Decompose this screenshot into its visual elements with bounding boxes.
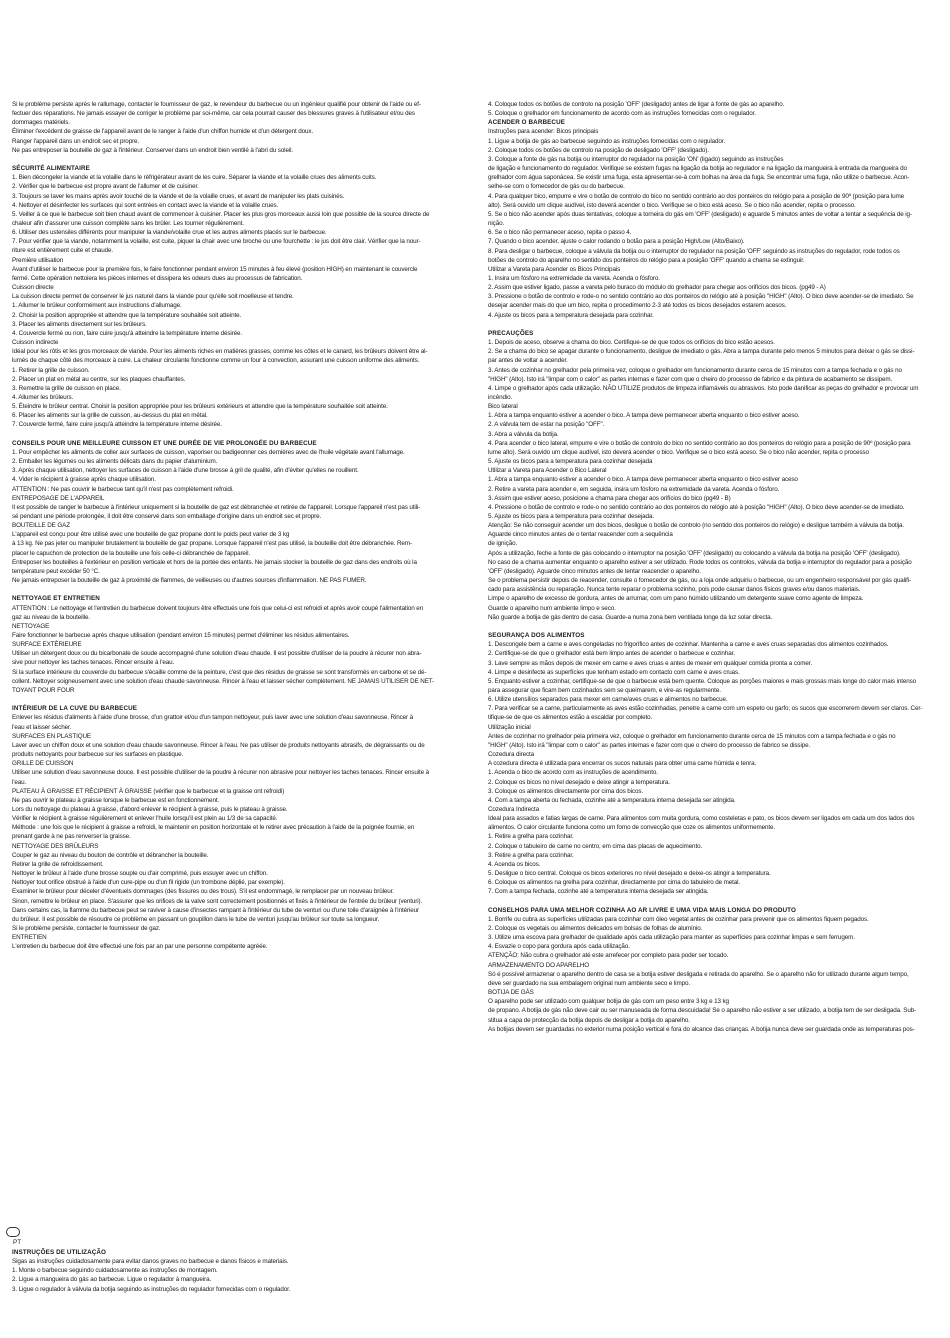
spacer (488, 622, 944, 631)
text-line: 5. Veiller à ce que le barbecue soit bien chaud avant de commencer à cuisiner. Placer les plus gros morceaux aussi loin que possible de la source directe de (12, 210, 430, 218)
text-line: 4. Vider le récipient à graisse après chaque utilisation. (12, 476, 156, 484)
text-line: 1. Abra a tampa enquanto estiver a acender o bico. A tampa deve permanecer aberta enquanto o bico estiver aceso (488, 476, 798, 484)
text-line: 2. Coloque os vegetais ou alimentos delicados em bolsas de folhas de alumínio. (488, 925, 703, 933)
text-line: No caso de a chama aumentar enquanto o aparelho estiver a ser utilizado. Rode todos os controlos, válvula da botija e interruptor do regulador para a posição (488, 558, 912, 566)
text-line: gaz au niveau de la bouteille. (12, 613, 90, 621)
text-line: Cozedura Indirecta (488, 806, 540, 813)
section-heading: SÉCURITÉ ALIMENTAIRE (12, 165, 90, 173)
text-line: 4. Com a tampa aberta ou fechada, cozinhe até a temperatura interna desejada ser atingida. (488, 796, 736, 804)
text-line: 3. Assim que estiver aceso, posicione a chama para chegar aos orifícios do bico (pg49 - B) (488, 494, 731, 502)
spacer (12, 585, 460, 594)
text-line: Retirer la grille de refroidissement. (12, 860, 104, 868)
text-line: 7. Couvercle fermé, faire cuire jusqu'à atteindre la température interne désirée. (12, 421, 222, 429)
text-line: 1. Bien décongeler la viande et la volaille dans le réfrigérateur avant de les cuire. Séparer la viande et la volaille crues des aliments cuits. (12, 174, 377, 182)
text-line: 4. Acenda os bicos. (488, 860, 541, 868)
text-line: 2. Choisir la position appropriée et attendre que la température souhaitée soit atteinte. (12, 311, 242, 319)
text-line: Vérifier le récipient à graisse régulièrement et enlever l'huile lorsqu'il est plein au 1/3 de sa capacité. (12, 815, 278, 823)
text-line: de ignição. (488, 540, 518, 548)
text-line: 3. Pressione o botão de controlo e rode-o no sentido contrário ao dos ponteiros do relógio até à posição "HIGH" (Alto). O bico deve acender-se de imediato. Se (488, 293, 914, 301)
text-line: deve ser guardado na sua embalagem original num ambiente seco e limpo. (488, 979, 690, 987)
text-line: 1. Retire a grelha para cozinhar. (488, 833, 574, 841)
text-line: 5. Desligue o bico central. Coloque os bicos exteriores no nível desejado e deixe-os atingir a temperatura. (488, 870, 771, 878)
text-line: 3. Ligue o regulador à válvula da botija seguindo as instruções do regulador fornecidas com o regulador. (12, 1285, 291, 1293)
text-line: 1. Abra a tampa enquanto estiver a acender o bico. A tampa deve permanecer aberta enquanto o bico estiver aceso. (488, 412, 800, 420)
text-line: 4. Allumer les brûleurs. (12, 393, 74, 401)
text-line: chaleur afin d'assurer une cuisson complète sans les brûler. Les tourner régulièrement. (12, 220, 244, 228)
text-line: 4. Esvazie o copo para gordura após cada utilização. (488, 943, 630, 951)
text-line: 5. Coloque o grelhador em funcionamento de acordo com as instruções fornecidas com o regulador. (488, 110, 756, 118)
text-line: Ne jamais entreposer la bouteille de gaz à proximité de flammes, de veilleuses ou d'autres sources d'inflammation. NE PAS FUMER. (12, 577, 367, 585)
text-line: alto). Será ouvido um clique audível, isto deverá acender o bico. Verifique se o bico está aceso. Se o bico não acender, repita o processo. (488, 201, 856, 209)
text-line: du brûleur. Il est possible de résoudre ce problème en passant un goupillon dans le tube de venturi jusqu'au brûleur sur toute sa longueur. (12, 915, 380, 923)
text-line: Ne pas entreposer la bouteille de gaz à l'intérieur. Conserver dans un endroit bien ventilé à l'abri du soleil. (12, 146, 294, 154)
spacer (488, 320, 944, 329)
text-line: para assegurar que ficam bem cozinhados sem se queimarem, e vire-as regularmente. (488, 686, 721, 694)
spacer (12, 155, 460, 164)
text-line: Si le problème persiste, contacter le fournisseur de gaz. (12, 925, 161, 932)
text-line: température peut excéder 50 °C. (12, 567, 100, 575)
text-line: 1. Depois de aceso, observe a chama do bico. Certifique-se de que todos os orifícios do bico estão acesos. (488, 339, 775, 347)
text-line: Antes de cozinhar no grelhador pela primeira vez, coloque o grelhador em funcionamento durante cerca de 15 minutos com a tampa fechada e o gás no (488, 732, 896, 740)
text-line: 2. Coloque os bicos no nível desejado e deixe atingir a temperatura. (488, 778, 670, 786)
text-line: ATENÇÃO: Não cubra o grelhador até este arrefecer por completo para poder ser tocado. (488, 952, 729, 960)
text-line: As botijas devem ser guardadas no exterior numa posição vertical e fora do alcance das crianças. A botija nunca deve ser guardada onde as temperaturas pos- (488, 1025, 915, 1033)
text-line: Couper le gaz au niveau du bouton de contrôle et débrancher la bouteille. (12, 851, 209, 859)
text-line: incêndio. (488, 393, 513, 401)
text-line: de propano. A botija de gás não deve cair ou ser manuseada de forma descuidada! Se o aparelho não estiver a ser utilizado, a botija tem de ser desligada. Sub- (488, 1007, 917, 1015)
text-line: BOUTEILLE DE GAZ (12, 522, 70, 530)
text-line: Sinon, remettre le brûleur en place. S'assurer que les orifices de la valve sont correctement positionnés et fixés à l'intérieur de l'entrée du brûleur (venturi). (12, 897, 423, 905)
text-line: 2. Coloque todos os botões de controlo na posição de desligado 'OFF' (desligado). (488, 146, 709, 154)
text-line: Ideal para assados e fatias largas de carne. Para alimentos com muita gordura, como costeletas e pato, os bicos devem ser ligados em cada um dos lados dos (488, 815, 915, 823)
text-line: Examiner le brûleur pour déceler d'éventuels dommages (des fissures ou des trous). S'il est endommagé, le remplacer par un nouveau brûleur. (12, 888, 394, 896)
text-line: 2. Certifique-se de que o grelhador está bem limpo antes de acender o barbecue e cozinhar. (488, 650, 735, 658)
text-line: Première utilisation (12, 256, 64, 264)
text-line: GRILLE DE CUISSON (12, 760, 74, 768)
section-heading: PRECAUÇÕES (488, 329, 534, 337)
text-line: 3. Remettre la grille de cuisson en place. (12, 384, 121, 392)
text-line: Éliminer l'excédent de graisse de l'appareil avant de le ranger à l'aide d'un chiffon humide et d'un détergent doux. (12, 128, 314, 136)
text-line: fectuer des réparations. Ne jamais essayer de corriger le problème par soi-même, car cela pourrait causer des blessures graves à l'utilisateur et/ou des (12, 110, 415, 118)
text-line: SURFACES EN PLASTIQUE (12, 732, 92, 740)
text-line: 2. Emballer les légumes ou les aliments délicats dans du papier d'aluminium. (12, 458, 218, 466)
text-line: 1. Allumer le brûleur conformément aux instructions d'allumage. (12, 302, 182, 310)
text-line: Instruções para acender: Bicos principais (488, 128, 599, 136)
text-line: Lors du nettoyage du plateau à graisse, d'abord enlever le récipient à graisse, puis le plateau à graisse. (12, 805, 288, 813)
text-line: 3. Après chaque utilisation, nettoyer les surfaces de cuisson à l'aide d'une brosse à gril de qualité, afin d'éviter qu'elles ne rouillent. (12, 467, 359, 475)
text-line: NETTOYAGE (12, 622, 50, 630)
text-line: Méthode : une fois que le récipient à graisse a refroidi, le maintenir en position horizontale et le retirer avec précaution à l'aide de la poignée fournie, en (12, 824, 415, 832)
text-line: 3. Utilize uma escova para grelhador de qualidade após cada utilização para manter as superfícies para cozinhar limpas e sem ferrugem. (488, 934, 855, 942)
text-line: NETTOYAGE DES BRÛLEURS (12, 842, 99, 850)
text-line: Entreposer les bouteilles à l'extérieur en position verticale et hors de la portée des enfants. Ne jamais stocker la bouteille de gaz dans des endroits où la (12, 558, 417, 566)
text-line: 6. Utiliser des ustensiles différents pour manipuler la viande/volaille crue et les autres aliments placés sur le barbecue. (12, 229, 327, 237)
text-line: L'appareil est conçu pour être utilisé avec une bouteille de gaz propane dont le poids peut varier de 3 kg (12, 531, 290, 539)
text-line: BOTIJA DE GÁS (488, 989, 534, 997)
text-line: 5. Éteindre le brûleur central. Choisir la position appropriée pour les brûleurs extérieurs et attendre que la température souhaitée soit atteinte. (12, 403, 388, 411)
text-line: Dans certains cas, la flamme du barbecue peut se raviver à cause d'insectes rampant à l'intérieur du tube de venturi ou d'une toile d'araignée à l'intérieur (12, 906, 419, 914)
text-line: 4. Ajuste os bicos para a temperatura desejada para cozinhar. (488, 311, 654, 319)
text-line: La cuisson directe permet de conserver le jus naturel dans la viande pour qu'elle soit moelleuse et tendre. (12, 293, 294, 301)
text-line: Não guarde a botija de gás dentro de casa. Guarde-a numa zona bem ventilada longe da luz solar directa. (488, 613, 773, 621)
text-line: SURFACE EXTÉRIEURE (12, 641, 82, 649)
text-line: tifique-se de que os alimentos estão a escaldar por completo. (488, 714, 653, 722)
text-line: 2. Se a chama do bico se apagar durante o funcionamento, desligue de imediato o gás. Abra a tampa durante pelo menos 5 minutos para deixar o gás se dissi- (488, 348, 915, 356)
text-line: à 13 kg. Ne pas jeter ou manipuler brutalement la bouteille de gaz propane. Lorsque l'appareil n'est pas utilisé, la bouteille doit être débranchée. Rem- (12, 540, 412, 548)
text-line: 3. Antes de cozinhar no grelhador pela primeira vez, coloque o grelhador em funcionamento durante cerca de 15 minutos com a tampa fechada e o gás no (488, 366, 902, 374)
text-line: 4. Pressione o botão de controlo e rode-o no sentido contrário ao dos ponteiros do relógio até à posição "HIGH" (Alto). O bico deve acender-se de imediato. (488, 503, 905, 511)
text-line: O aparelho pode ser utilizado com qualquer botija de gás com um peso entre 3 kg e 13 kg (488, 998, 729, 1006)
text-line: 2. Ligue a mangueira do gás ao barbecue. Ligue o regulador à mangueira. (12, 1276, 212, 1284)
text-line: 3. Toujours se laver les mains après avoir touché de la viande et de la volaille crues, et avant de manipuler les plats cuisinés. (12, 192, 345, 200)
text-line: 5. Se o bico não acender após duas tentativas, coloque a torneira do gás em 'OFF' (desligado) e aguarde 5 minutos antes de voltar a tentar a sequência de ig- (488, 210, 912, 218)
text-line: Cuisson directe (12, 284, 54, 292)
text-line: 1. Acenda o bico de acordo com as instruções de acendimento. (488, 769, 658, 777)
text-line: alimentos. O calor circulante funciona como um forno de convecção que coze os alimentos uniformemente. (488, 824, 776, 832)
text-line: 2. A válvula tem de estar na posição "OFF". (488, 421, 605, 429)
text-line: Utiliser un détergent doux ou du bicarbonate de soude accompagné d'une solution d'eau chaude. Il est possible d'utiliser de la poudre à récurer non abra- (12, 650, 422, 658)
text-line: stitua a capa de protecção da botija depois de desligar a botija do aparelho. (488, 1016, 690, 1024)
text-line: ATTENTION : Le nettoyage et l'entretien du barbecue doivent toujours être effectués une fois que celui-ci est refroidi et après avoir coupé l'alimentation en (12, 604, 424, 612)
text-line: 3. Retire a grelha para cozinhar. (488, 851, 574, 859)
text-line: Enlever les résidus d'aliments à l'aide d'une brosse, d'un grattoir et/ou d'un tampon nettoyeur, puis laver avec une solution d'eau savonneuse. Rincer à (12, 714, 413, 722)
text-line: l'eau. (12, 778, 27, 786)
text-line: botões de controlo do aparelho no sentido dos ponteiros do relógio para a posição 'OFF' quando a chama se extinguir. (488, 256, 805, 264)
text-line: 6. Placer les aliments sur la grille de cuisson, au-dessus du plat en métal. (12, 412, 208, 420)
text-line: 7. Quando o bico acender, ajuste o calor rodando o botão para a posição High/Low (Alto/Baixo). (488, 238, 745, 246)
text-line: Utilizar a Vareta para Acender o Bico Lateral (488, 467, 607, 475)
text-line: lumés de chaque côté des morceaux à cuire. La chaleur circulante fonctionne comme un four à convection, assurant une cuisson uniforme des aliments. (12, 357, 420, 365)
text-line: 3. Coloque os alimentos directamente por cima dos bicos. (488, 787, 643, 795)
text-line: Cozedura directa (488, 751, 535, 759)
text-line: 6. Se o bico não permanecer aceso, repita o passo 4. (488, 229, 632, 237)
text-line: 3. Coloque a fonte de gás na botija ou interruptor do regulador na posição 'ON' (ligado) seguindo as instruções (488, 155, 784, 163)
text-line: Cuisson indirecte (12, 339, 59, 347)
text-line: 6. Coloque os alimentos na grelha para cozinhar, directamente por cima do tabuleiro de metal. (488, 879, 741, 887)
text-line: collent. Nettoyer soigneusement avec une solution d'eau chaude savonneuse. Rincer à l'eau et laisser sécher complètement. NE JAMAIS UTILISER DE NET- (12, 677, 435, 685)
text-line: 4. Para acender o bico lateral, empurre e vire o botão de controlo do bico no sentido contrário ao dos ponteiros do relógio para a posição de 90º (posição para (488, 439, 911, 447)
text-line: Ranger l'appareil dans un endroit sec et propre. (12, 137, 140, 145)
text-line: nição. (488, 220, 505, 228)
text-line: 1. Descongele bem a carne e aves congeladas no frigorífico antes de cozinhar. Mantenha a carne e aves cruas separadas dos alimentos cozinhados. (488, 641, 889, 649)
text-line: Bico lateral (488, 403, 518, 411)
text-line: ARMAZENAMENTO DO APARELHO (488, 961, 590, 969)
text-line: Só é possível armazenar o aparelho dentro de casa se a botija estiver desligada e retirada do aparelho. Se o aparelho não for utilizado durante algum tempo, (488, 970, 909, 978)
text-line: placer le capuchon de protection de la bouteille une fois celle-ci débranchée de l'appareil. (12, 549, 251, 557)
text-line: 4. Limpe o grelhador após cada utilização. NÃO UTILIZE produtos de limpeza inflamáveis ou abrasivos. Isto pode danificar as peças do grelhador e provocar um (488, 384, 919, 392)
text-line: desejar acender mais do que um bico, repita o procedimento 2-3 até todos os bicos desejados estarem acesos. (488, 302, 787, 310)
text-line: 1. Monte o barbecue seguindo cuidadosamente as instruções de montagem. (12, 1267, 218, 1275)
text-line: 5. Ajuste os bicos para a temperatura para cozinhar desejada (488, 458, 653, 466)
text-line: Ne pas ouvrir le plateau à graisse lorsque le barbecue est en fonctionnement. (12, 796, 220, 804)
text-line: fermé. Cette opération nettoiera les pièces internes et dissipera les odeurs dues au processus de fabrication. (12, 274, 303, 282)
text-line: Si le problème persiste après le rallumage, contacter le fournisseur de gaz, le revendeur du barbecue ou un ingénieur qualifié pour obtenir de l'aide ou ef- (12, 101, 421, 108)
text-line: Utiliser une solution d'eau savonneuse douce. Il est possible d'utiliser de la poudre à récurer non abrasive pour nettoyer les taches tenaces. Rincer ensuite à (12, 769, 430, 777)
text-line: 4. Nettoyer et désinfecter les surfaces qui sont entrées en contact avec la viande et la volaille crues. (12, 201, 279, 209)
text-line: 3. Lave sempre as mãos depois de mexer em carne e aves cruas e antes de mexer em qualquer comida pronta a comer. (488, 659, 812, 667)
text-line: 1. Retirer la grille de cuisson. (12, 366, 90, 374)
section-heading: INSTRUÇÕES DE UTILIZAÇÃO (12, 1249, 107, 1256)
left-column-portuguese-text (12, 1248, 460, 1294)
text-line: sé pendant une période prolongée, il doit être conservé dans son emballage d'origine dans un endroit sec et propre. (12, 513, 322, 520)
text-line: Si la surface intérieure du couvercle du barbecue s'écaille comme de la peinture, c'est que des résidus de graisse se sont transformés en carbone et se dé- (12, 668, 427, 676)
spacer (488, 897, 944, 906)
text-line: 1. Pour empêcher les aliments de coller aux surfaces de cuisson, vaporiser ou badigeonner ces dernières avec de l'huile végétale avant l'allumage. (12, 448, 405, 456)
section-heading: INTÉRIEUR DE LA CUVE DU BARBECUE (12, 705, 138, 713)
text-line: 'OFF' (desligado). Aguarde cinco minutos antes de tentar reacender o aparelho. (488, 567, 701, 575)
spacer (12, 695, 460, 704)
text-line: Faire fonctionner le barbecue après chaque utilisation (pendant environ 15 minutes) permet d'éliminer les résidus alimentaires. (12, 632, 350, 640)
text-line: riture est entièrement cuite et chaude. (12, 247, 114, 255)
text-line: Avant d'utiliser le barbecue pour la première fois, le faire fonctionner pendant environ 15 minutes à feu élevé (position HIGH) en maintenant le couvercle (12, 265, 418, 273)
text-line: ATTENTION : Ne pas couvrir le barbecue tant qu'il n'est pas complètement refroidi. (12, 485, 234, 493)
text-line: selhe-se com o fornecedor de gás ou do barbecue. (488, 183, 625, 191)
text-line: par antes de voltar a acender. (488, 357, 568, 365)
text-line: PLATEAU À GRAISSE ET RÉCIPIENT À GRAISSE (vérifier que le barbecue et la graisse ont refroidi) (12, 787, 285, 795)
text-line: de ligação e funcionamento do regulador. Verifique se existem fugas na ligação da botija ao regulador e na ligação da mangueira à entrada da mangueira do (488, 165, 907, 173)
text-line: 1. Ligue a botija de gás ao barbecue seguindo as instruções fornecidas com o regulador. (488, 137, 726, 145)
text-line: 2. Coloque o tabuleiro de carne no centro, em cima das placas de aquecimento. (488, 842, 703, 850)
text-line: Nettoyer tout orifice obstrué à l'aide d'un cure-pipe ou d'un fil rigide (un trombone déplié, par exemple). (12, 879, 285, 887)
text-line: Idéal pour les rôtis et les gros morceaux de viande. Pour les aliments riches en matières grasses, comme les côtes et le canard, les brûleurs doivent être al- (12, 348, 428, 356)
text-line: Atenção: Se não conseguir acender um dos bicos, desligue o botão de controlo (no sentido dos ponteiros do relógio) e desligue também a válvula da botija. (488, 522, 905, 530)
text-line: 3. Placer les aliments directement sur les brûleurs. (12, 320, 147, 328)
text-line: prenant garde à ne pas renverser la graisse. (12, 833, 131, 841)
text-line: 2. Placer un plat en métal au centre, sur les plaques chauffantes. (12, 375, 186, 383)
text-line: "HIGH" (Alto). Isto irá "limpar com o calor" as partes internas e fazer com que o cheiro do processo de fabrico e da pintura de acabamento se dissipem. (488, 375, 893, 383)
text-line: 1. Borrife ou cubra as superfícies utilizadas para cozinhar com óleo vegetal antes de cozinhar para prevenir que os alimentos fiquem pegados. (488, 915, 869, 923)
spacer (12, 430, 460, 439)
text-line: Utilizar a Vareta para Acender os Bicos Principais (488, 265, 621, 273)
text-line: sive pour nettoyer les taches tenaces. Rincer ensuite à l'eau. (12, 659, 175, 667)
section-heading: SEGURANÇA DOS ALIMENTOS (488, 632, 585, 640)
text-line: cado para assistência ou reparação. Nunca tente reparar o problema sozinho, pois pode causar danos físicos graves e/ou danos materiais. (488, 586, 861, 594)
text-line: 5. Enquanto estiver a cozinhar, certifique-se de que o barbecue está bem quente. Coloque as porções maiores e mais grossas mais longe do calor mais intenso (488, 677, 917, 685)
text-line: produits nettoyants pour barbecue sur les surfaces en plastique. (12, 751, 184, 759)
text-line: 2. Retire a vareta para acender e, em seguida, insira um fósforo na extremidade da vareta. Acenda o fósforo. (488, 485, 780, 493)
text-line: dommages matériels. (12, 119, 70, 127)
language-badge (6, 1227, 20, 1237)
text-line: Nettoyer le brûleur à l'aide d'une brosse souple ou d'air comprimé, puis essuyer avec un chiffon. (12, 870, 268, 878)
text-line: L'entretien du barbecue doit être effectué une fois par an par une personne compétente agréée. (12, 943, 268, 951)
text-line: 7. Pour vérifier que la viande, notamment la volaille, est cuite, piquer la chair avec une broche ou une fourchette : le jus doit être clair. Vérifier que la nour- (12, 238, 421, 246)
text-line: Após a utilização, feche a fonte de gás colocando o interruptor na posição 'OFF' (desligado) ou colocando a válvula da botija na posição 'OFF' (desligado). (488, 549, 901, 557)
text-line: 3. Abra a válvula da botija. (488, 430, 559, 438)
text-line: ENTRETIEN (12, 934, 47, 942)
text-line: "HIGH" (Alto). Isto irá "limpar com o calor" as partes internas e fazer com que o cheiro do processo de fabrico se dissipe. (488, 741, 811, 749)
text-line: 8. Para desligar o barbecue, coloque a válvula da botija ou o interruptor do regulador na posição 'OFF' seguindo as instruções do regulador, rode todos os (488, 247, 900, 255)
text-line: TOYANT POUR FOUR (12, 686, 75, 694)
text-line: A cozedura directa é utilizada para encerrar os sucos naturais para obter uma carne húmida e tenra. (488, 760, 757, 768)
text-line: 7. Com a tampa fechada, cozinhe até a temperatura interna desejada ser atingida. (488, 888, 709, 896)
text-line: ENTREPOSAGE DE L'APPAREIL (12, 494, 105, 502)
text-line: 4. Para qualquer bico, empurre e vire o botão de controlo do bico no sentido contrário ao dos ponteiros do relógio para a posição de 90º (posição para lume (488, 192, 905, 200)
text-line: 6. Utilize utensílios separados para mexer em carne/aves cruas e alimentos no barbecue. (488, 696, 728, 704)
text-line: grelhador com água saponácea. Se existir uma fuga, esta apresentar-se-á com bolhas na área da fuga. Se encontrar uma fuga, não utilize o barbecue. Acon- (488, 174, 910, 182)
section-heading: CONSELHOS PARA UMA MELHOR COZINHA AO AR LIVRE E UMA VIDA MAIS LONGA DO PRODUTO (488, 906, 796, 914)
text-line: Utilização inicial (488, 723, 531, 731)
text-line: 4. Limpe e desinfecte as superfícies que tenham estado em contacto com carne e aves cruas. (488, 668, 740, 676)
text-line: Se o problema persistir depois de reacender, consulte o fornecedor de gás, ou a loja onde adquiriu o barbecue, ou um engenheiro responsável por gás qualifi- (488, 577, 912, 585)
text-line: lume alto). Será ouvido um clique audível, isto deverá acender o bico. Verifique se o bico está aceso. Se o bico não acender, repita o processo (488, 448, 869, 456)
text-line: 7. Para verificar se a carne, particularmente as aves estão cozinhadas, penetre a carne com um espeto ou garfo; os sucos que escorrerem devem ser claros. Cer- (488, 705, 923, 713)
text-line: 2. Assim que estiver ligado, passe a vareta pelo buraco do módulo do grelhador para chegar aos orifícios dos bicos. (pg49 - A) (488, 284, 826, 292)
left-column-text (12, 100, 460, 951)
text-line: 2. Vérifier que le barbecue est propre avant de l'allumer et de cuisiner. (12, 183, 199, 191)
text-line: Guarde o aparelho num ambiente limpo e seco. (488, 604, 616, 612)
section-heading: CONSEILS POUR UNE MEILLEURE CUISSON ET UNE DURÉE DE VIE PROLONGÉE DU BARBECUE (12, 439, 317, 447)
text-line: 4. Couvercle fermé ou non, faire cuire jusqu'à atteindre la température interne désirée. (12, 329, 243, 337)
right-column-text (488, 100, 944, 1034)
section-heading: ACENDER O BARBECUE (488, 119, 566, 127)
text-line: 5. Ajuste os bicos para a temperatura para cozinhar desejada. (488, 513, 654, 521)
section-heading: NETTOYAGE ET ENTRETIEN (12, 595, 100, 603)
language-code: PT (13, 1239, 22, 1246)
text-line: Laver avec un chiffon doux et une solution d'eau chaude savonneuse. Rincer à l'eau. Ne pas utiliser de produits nettoyants abrasifs, de dégraissants ou de (12, 741, 425, 749)
text-line: Sigas as instruções cuidadosamente para evitar danos graves no barbecue e danos físicos e materiais. (12, 1258, 289, 1266)
text-line: 1. Insira um fósforo na extremidade da vareta. Acenda o fósforo. (488, 274, 660, 282)
text-line: 4. Coloque todos os botões de controlo na posição 'OFF' (desligado) antes de ligar à fonte de gás ao aparelho. (488, 101, 785, 108)
text-line: Il est possible de ranger le barbecue à l'intérieur uniquement si la bouteille de gaz est débranchée et retirée de l'appareil. Lorsque l'appareil n'est pas utili- (12, 503, 421, 511)
text-line: l'eau et laisser sécher. (12, 723, 72, 731)
text-line: Aguarde cinco minutos antes de o tentar reacender com a sequência (488, 531, 673, 539)
text-line: Limpe o aparelho de excesso de gordura, antes de arrumar, com um pano húmido utilizando um detergente suave como agente de limpeza. (488, 595, 864, 603)
